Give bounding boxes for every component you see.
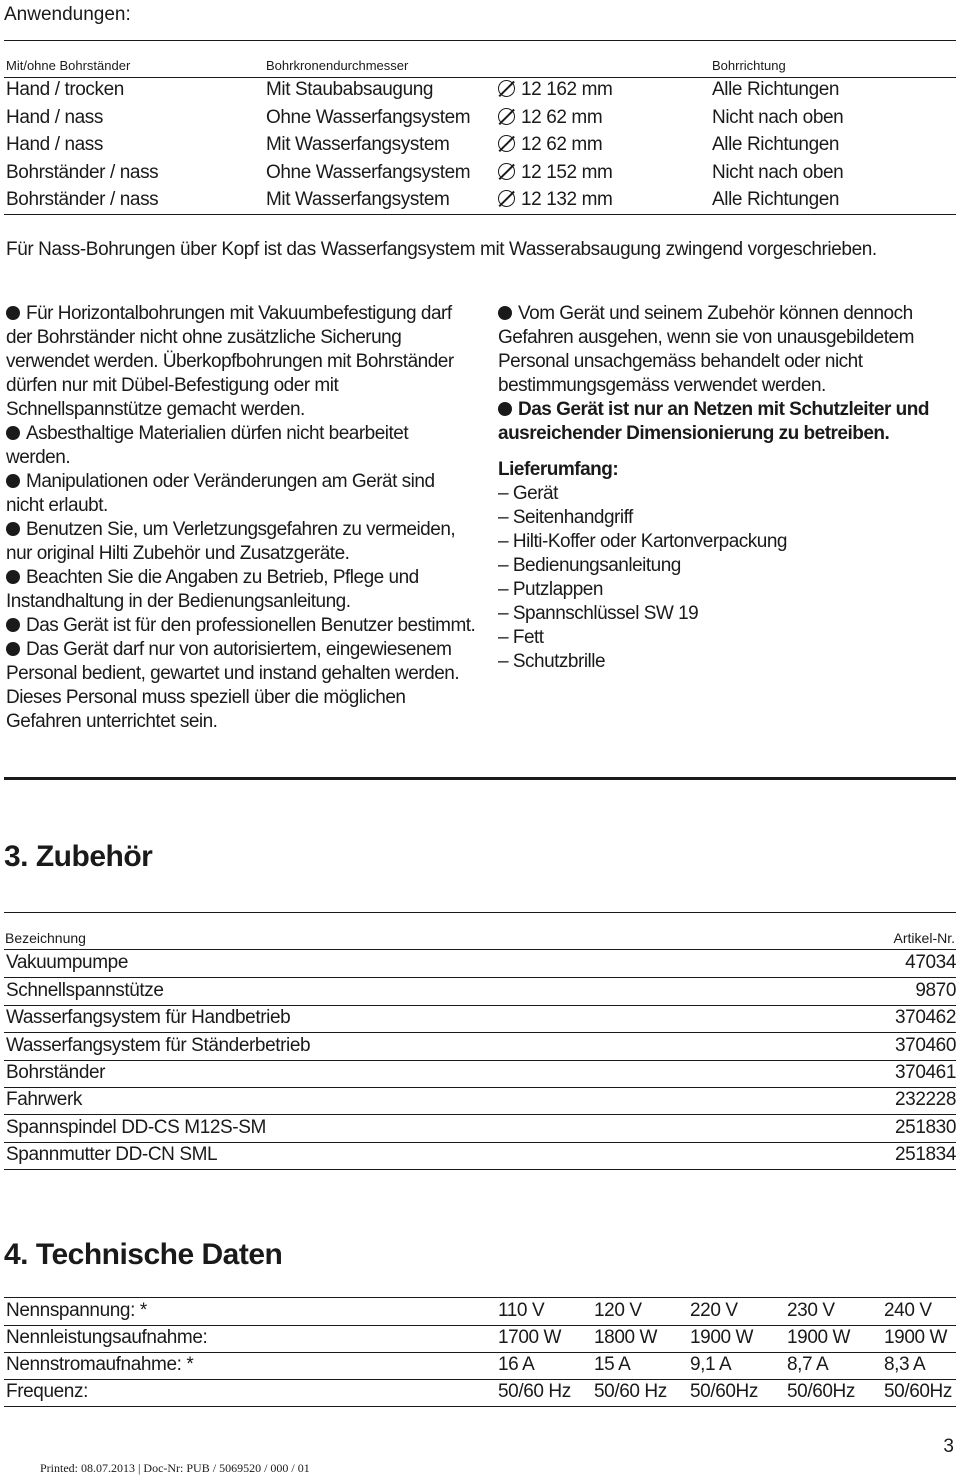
cell-system: Mit Staubabsaugung [266,79,434,100]
safety-notes-left [6,302,476,734]
column-header-mode: Mit/ohne Bohrständer [6,58,131,73]
item-name: Vakuumpumpe [6,952,128,973]
spec-value: 1900 W [787,1327,851,1348]
safety-item: Das Gerät darf nur von autorisiertem, eingewiesenem Personal bedient, gewartet und instand gehalten werden. Dieses Personal muss speziell über die möglichen Gefahren unterrichtet sein. [6,639,460,732]
list-item: – Putzlappen [498,579,603,600]
cell-direction: Nicht nach oben [712,107,844,128]
spec-value: 50/60 Hz [594,1381,667,1402]
spec-value: 120 V [594,1300,642,1321]
diameter-icon [498,190,515,207]
table-row [4,978,956,1006]
spec-value: 15 A [594,1354,631,1375]
table-row [4,1379,956,1407]
spec-value: 50/60Hz [884,1381,952,1402]
bullet-icon [498,306,512,320]
spec-value: 220 V [690,1300,738,1321]
spec-label: Nennleistungsaufnahme: [6,1327,208,1348]
safety-item: Benutzen Sie, um Verletzungsgefahren zu vermeiden, nur original Hilti Zubehör und Zusatzgeräte. [6,519,456,564]
table-row [4,1115,956,1143]
spec-value: 1800 W [594,1327,658,1348]
spec-value: 1700 W [498,1327,562,1348]
cell-mode: Hand / trocken [6,79,124,100]
spec-value: 50/60Hz [787,1381,855,1402]
item-number: 370461 [894,1062,956,1083]
cell-range: 12 62 mm [498,107,602,129]
safety-item: Vom Gerät und seinem Zubehör können dennoch Gefahren ausgehen, wenn sie von unausgebildetem Personal unsachgemäss behandelt oder nicht bestimmungsgemäss verwendet werden. [498,303,914,396]
safety-item: Das Gerät ist für den professionellen Benutzer bestimmt. [6,614,476,638]
divider [4,77,956,78]
item-name: Wasserfangsystem für Handbetrieb [6,1007,291,1028]
bullet-icon [6,642,20,656]
section-title-technische-daten: 4. Technische Daten [4,1238,283,1271]
item-name: Spannmutter DD-CN SML [6,1144,218,1165]
column-header-direction: Bohrrichtung [712,58,786,73]
spec-value: 1900 W [884,1327,948,1348]
item-name: Schnellspannstütze [6,980,164,1001]
diameter-icon [498,135,515,152]
column-header-nr: Artikel-Nr. [893,930,955,946]
spec-value: 8,3 A [884,1354,926,1375]
divider [4,40,956,41]
table-row [4,1352,956,1380]
bullet-icon [498,402,512,416]
table-row [4,1087,956,1115]
cell-direction: Alle Richtungen [712,134,840,155]
spec-label: Frequenz: [6,1381,88,1402]
list-item: – Bedienungsanleitung [498,555,681,576]
spec-value: 1900 W [690,1327,754,1348]
table-row [4,1033,956,1061]
list-item: – Schutzbrille [498,651,606,672]
cell-direction: Alle Richtungen [712,79,840,100]
table-row [0,107,960,134]
cell-range: 12 62 mm [498,134,602,156]
table-row [4,1325,956,1353]
section-divider [4,777,956,780]
spec-value: 16 A [498,1354,535,1375]
spec-value: 50/60Hz [690,1381,758,1402]
safety-item: Beachten Sie die Angaben zu Betrieb, Pflege und Instandhaltung in der Bedienungsanleitung. [6,567,419,612]
safety-item-emphasis: Das Gerät ist nur an Netzen mit Schutzleiter und ausreichender Dimensionierung zu betreiben. [498,399,929,444]
table-row [0,79,960,106]
cell-mode: Hand / nass [6,107,103,128]
spec-label: Nennspannung: * [6,1300,147,1321]
table-row [4,1298,956,1326]
table-row [0,189,960,216]
section-title-zubehoer: 3. Zubehör [4,840,153,873]
list-item: – Fett [498,627,544,648]
item-number: 9870 [915,980,956,1001]
bullet-icon [6,306,20,320]
cell-mode: Hand / nass [6,134,103,155]
list-item: – Hilti-Koffer oder Kartonverpackung [498,531,787,552]
lieferumfang-title: Lieferumfang: [498,459,619,480]
spec-value: 8,7 A [787,1354,829,1375]
table-row [0,134,960,161]
cell-system: Mit Wasserfangsystem [266,189,450,210]
cell-system: Mit Wasserfangsystem [266,134,450,155]
spec-value: 110 V [498,1300,545,1321]
spec-value: 230 V [787,1300,835,1321]
spec-label: Nennstromaufnahme: * [6,1354,194,1375]
list-item: – Seitenhandgriff [498,507,633,528]
table-row [4,1060,956,1088]
cell-mode: Bohrständer / nass [6,189,159,210]
diameter-icon [498,80,515,97]
column-header-diameter: Bohrkronendurchmesser [266,58,409,73]
cell-direction: Nicht nach oben [712,162,844,183]
bullet-icon [6,426,20,440]
item-name: Fahrwerk [6,1089,82,1110]
table-row [0,162,960,189]
cell-range: 12 162 mm [498,79,612,101]
item-number: 251830 [894,1117,956,1138]
table-row [4,1005,956,1033]
item-number: 251834 [894,1144,956,1165]
safety-item: Asbesthaltige Materialien dürfen nicht bearbeitet werden. [6,423,409,468]
list-item: – Gerät [498,483,558,504]
table-row [4,950,956,978]
cell-range: 12 132 mm [498,189,612,211]
spec-value: 240 V [884,1300,932,1321]
print-footer: Printed: 08.07.2013 | Doc-Nr: PUB / 5069520 / 000 / 01 [40,1461,310,1475]
item-name: Wasserfangsystem für Ständerbetrieb [6,1035,311,1056]
cell-system: Ohne Wasserfangsystem [266,107,471,128]
bullet-icon [6,522,20,536]
spec-value: 50/60 Hz [498,1381,571,1402]
divider [4,912,956,913]
safety-item: Für Horizontalbohrungen mit Vakuumbefestigung darf der Bohrständer nicht ohne zusätzliche Sicherung verwendet werden. Überkopfbohrungen mit Bohrständer dürfen nur mit Dübel-Befestigung oder mit Schnellspannstütze gemacht werden. [6,303,454,420]
divider [4,214,956,215]
cell-range: 12 152 mm [498,162,612,184]
bullet-icon [6,618,20,632]
cell-direction: Alle Richtungen [712,189,840,210]
item-number: 370462 [894,1007,956,1028]
item-number: 232228 [894,1089,956,1110]
table-row [4,1142,956,1170]
spec-value: 9,1 A [690,1354,732,1375]
section-title-anwendungen: Anwendungen: [4,4,131,25]
item-name: Spannspindel DD-CS M12S-SM [6,1117,266,1138]
bullet-icon [6,570,20,584]
nass-note: Für Nass-Bohrungen über Kopf ist das Wasserfangsystem mit Wasserabsaugung zwingend vorgeschrieben. [6,239,877,260]
item-number: 47034 [905,952,956,973]
cell-mode: Bohrständer / nass [6,162,159,183]
list-item: – Spannschlüssel SW 19 [498,603,699,624]
diameter-icon [498,163,515,180]
item-name: Bohrständer [6,1062,106,1083]
safety-item: Manipulationen oder Veränderungen am Gerät sind nicht erlaubt. [6,471,435,516]
diameter-icon [498,108,515,125]
item-number: 370460 [894,1035,956,1056]
column-header-name: Bezeichnung [5,930,86,946]
cell-system: Ohne Wasserfangsystem [266,162,471,183]
bullet-icon [6,474,20,488]
safety-notes-right [498,302,960,674]
page-number: 3 [943,1436,954,1457]
